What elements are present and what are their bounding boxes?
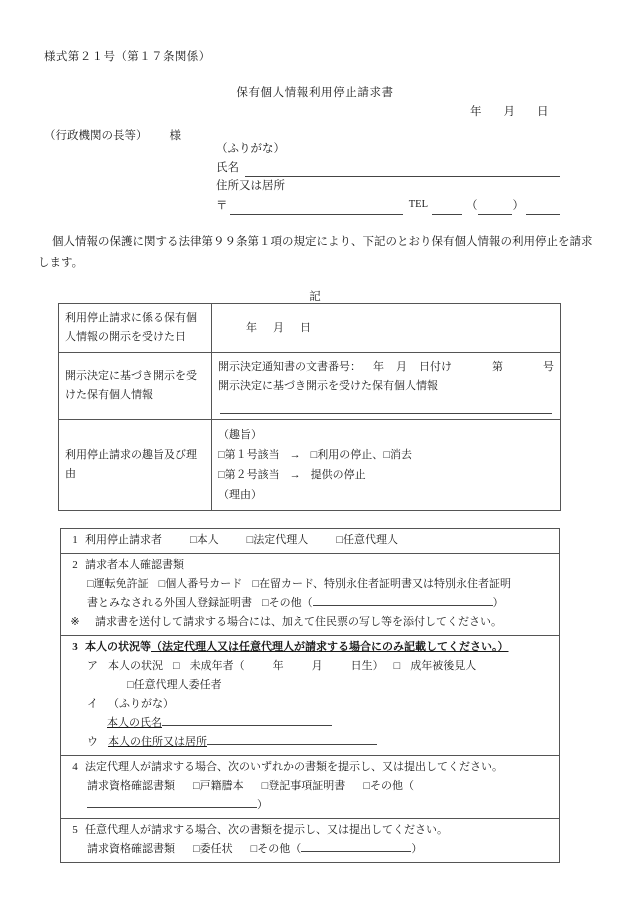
addressee-line bbox=[44, 127, 181, 143]
other-doc-5-input[interactable] bbox=[301, 851, 411, 852]
note-mark-icon: ※ bbox=[70, 616, 80, 628]
disclosure-month-label: 月 bbox=[273, 321, 284, 334]
arrow-icon-1: → bbox=[289, 449, 301, 461]
row-value-purpose-reason[interactable] bbox=[212, 420, 561, 511]
notice-dayduke-label: 日付け bbox=[419, 361, 452, 373]
applicant-address-input[interactable] bbox=[230, 200, 403, 215]
addressee-label: （行政機関の長等） bbox=[44, 130, 148, 142]
main-information-table bbox=[58, 303, 561, 511]
notice-gou-label: 号 bbox=[543, 361, 554, 373]
disclosure-day-label: 日 bbox=[300, 321, 311, 334]
item-2-label: 請求者本人確認書類 bbox=[85, 559, 184, 571]
disclosed-info-input[interactable] bbox=[220, 398, 552, 414]
row-value-disclosed-info[interactable] bbox=[212, 353, 561, 420]
item-3b-furigana-label: （ふりがな） bbox=[108, 698, 174, 710]
item-3c-address-line[interactable] bbox=[65, 733, 555, 752]
item-3c-label: 本人の住所又は居所 bbox=[108, 736, 207, 748]
tel-mid-input[interactable] bbox=[478, 200, 512, 215]
person-address-input[interactable] bbox=[207, 744, 377, 745]
table-row-item-3 bbox=[61, 636, 560, 756]
purpose-label: （趣旨） bbox=[218, 429, 262, 441]
checkbox-erase[interactable]: □消去 bbox=[383, 449, 412, 461]
checkbox-registry-certificate[interactable]: □登記事項証明書 bbox=[261, 780, 346, 792]
person-name-input[interactable] bbox=[162, 725, 332, 726]
applicant-name-input[interactable] bbox=[245, 162, 560, 177]
body-paragraph: 個人情報の保護に関する法律第９９条第１項の規定により、下記のとおり保有個人情報の利用停止を請求します。 bbox=[38, 236, 593, 269]
purpose-option-1[interactable] bbox=[218, 445, 554, 465]
applicant-address-label: 住所又は居所 bbox=[216, 180, 285, 192]
disclosed-info-description: 開示決定に基づき開示を受けた保有個人情報 bbox=[218, 380, 438, 392]
row-label-disclosed-info: 開示決定に基づき開示を受けた保有個人情報 bbox=[59, 353, 212, 420]
checkbox-drivers-license[interactable]: □運転免許証 bbox=[87, 578, 149, 590]
table-row-purpose-reason bbox=[59, 420, 561, 511]
furigana-label: （ふりがな） bbox=[216, 143, 285, 155]
item-1-label: 利用停止請求者 bbox=[85, 534, 162, 546]
item-5-text: 任意代理人が請求する場合、次の書類を提示し、又は提出してください。 bbox=[85, 824, 448, 836]
item-3-heading bbox=[65, 638, 555, 657]
minor-birth-month: 月 bbox=[311, 660, 323, 672]
table-row-item-4 bbox=[61, 756, 560, 819]
checkbox-family-register[interactable]: □戸籍謄本 bbox=[193, 780, 244, 792]
checkbox-requester-self[interactable]: □本人 bbox=[190, 534, 219, 546]
notice-year-label: 年 bbox=[373, 361, 384, 373]
checklist-table bbox=[60, 528, 560, 863]
arrow-icon-2: → bbox=[289, 469, 301, 481]
checkbox-power-of-attorney[interactable]: □委任状 bbox=[193, 843, 233, 855]
item-3a-label: 本人の状況 bbox=[108, 660, 163, 672]
label-stop-provision: 提供の停止 bbox=[310, 469, 366, 481]
postal-mark-icon: 〒 bbox=[216, 200, 228, 212]
item-5-number: 5 bbox=[72, 824, 78, 836]
applicant-name-label: 氏名 bbox=[216, 162, 239, 174]
addressee-honorific: 様 bbox=[169, 130, 181, 142]
item-4-options[interactable] bbox=[65, 777, 555, 815]
disclosure-year-label: 年 bbox=[246, 321, 257, 334]
table-row-item-5 bbox=[61, 819, 560, 863]
checkbox-item1[interactable]: □第１号該当 bbox=[218, 449, 280, 461]
item-5-heading bbox=[65, 821, 555, 840]
item-3-number: 3 bbox=[72, 641, 78, 653]
table-row-disclosed-info bbox=[59, 353, 561, 420]
item-3b-mark: イ bbox=[87, 698, 98, 710]
tel-paren-open: （ bbox=[466, 200, 478, 212]
item-3b-name-line[interactable] bbox=[65, 714, 555, 733]
item-3b-name-label: 本人の氏名 bbox=[107, 717, 162, 729]
tel-last-input[interactable] bbox=[526, 200, 560, 215]
item-2-heading bbox=[65, 556, 555, 575]
checkbox-item2[interactable]: □第２号該当 bbox=[218, 469, 280, 481]
date-month-label: 月 bbox=[503, 106, 515, 118]
item-3-status-line[interactable] bbox=[65, 657, 555, 676]
applicant-postal-row bbox=[212, 196, 560, 215]
applicant-block bbox=[212, 141, 560, 215]
checkbox-stop-use[interactable]: □利用の停止、 bbox=[310, 449, 384, 461]
notice-month-label: 月 bbox=[396, 361, 407, 373]
item-2-note bbox=[65, 613, 555, 632]
item-3b-furigana-line bbox=[65, 695, 555, 714]
tel-label: TEL bbox=[408, 199, 428, 210]
other-doc-4-input[interactable] bbox=[87, 807, 257, 808]
tel-paren-close: ） bbox=[512, 200, 524, 212]
item-1-cell bbox=[61, 529, 560, 554]
row-label-purpose-reason: 利用停止請求の趣旨及び理由 bbox=[59, 420, 212, 511]
form-number: 様式第２１号（第１７条関係） bbox=[44, 51, 211, 63]
other-id-input[interactable] bbox=[313, 605, 493, 606]
notice-number-prefix: 開示決定通知書の文書番号： bbox=[218, 361, 361, 373]
other-id-paren-close: ） bbox=[492, 597, 504, 609]
item-4-heading bbox=[65, 758, 555, 777]
item-3-status-line2[interactable] bbox=[65, 676, 555, 695]
item-2-cell bbox=[61, 554, 560, 636]
checkbox-voluntary-delegator[interactable]: □任意代理人委任者 bbox=[127, 679, 222, 691]
ki-marker: 記 bbox=[309, 291, 321, 303]
checkbox-other-doc-4[interactable]: □その他（ bbox=[363, 780, 414, 792]
item-3-label: 本人の状況等 bbox=[85, 641, 151, 653]
applicant-name-row bbox=[212, 159, 560, 177]
item-3c-mark: ウ bbox=[87, 736, 98, 748]
item-3-note: （法定代理人又は任意代理人が請求する場合にのみ記載してください。） bbox=[151, 641, 509, 653]
note-text: 請求書を送付して請求する場合には、加えて住民票の写し等を添付してください。 bbox=[95, 616, 502, 628]
date-day-label: 日 bbox=[537, 106, 549, 118]
checkbox-requester-legal[interactable]: □法定代理人 bbox=[246, 534, 309, 546]
label-adult-ward: 成年被後見人 bbox=[410, 660, 477, 672]
item-3-cell bbox=[61, 636, 560, 756]
table-row-item-1 bbox=[61, 529, 560, 554]
tel-area-input[interactable] bbox=[432, 200, 462, 215]
item-2-number: 2 bbox=[72, 559, 78, 571]
minor-birth-year: 年 bbox=[272, 660, 284, 672]
label-minor: 未成年者（ bbox=[189, 660, 245, 672]
reason-label: （理由） bbox=[218, 489, 262, 501]
table-row-item-2 bbox=[61, 554, 560, 636]
minor-birth-day: 日生） bbox=[350, 660, 384, 672]
row-label-disclosure-date: 利用停止請求に係る保有個人情報の開示を受けた日 bbox=[59, 304, 212, 353]
checkbox-residence-card[interactable]: □在留カード、特別永住者証明書又は特別永住者証明 bbox=[252, 578, 511, 590]
item-5-paren-close: ） bbox=[411, 843, 423, 855]
notice-dai-label: 第 bbox=[492, 361, 503, 373]
document-title: 保有個人情報利用停止請求書 bbox=[236, 87, 394, 99]
row-value-disclosure-date[interactable] bbox=[212, 304, 561, 353]
item-5-doc-label: 請求資格確認書類 bbox=[87, 843, 175, 855]
item-1-number: 1 bbox=[72, 534, 78, 546]
item-4-number: 4 bbox=[72, 761, 78, 773]
item-5-options[interactable] bbox=[65, 840, 555, 859]
purpose-option-2[interactable] bbox=[218, 465, 554, 485]
date-year-label: 年 bbox=[470, 106, 482, 118]
notice-document-number-line bbox=[218, 358, 554, 377]
table-row-disclosure-date bbox=[59, 304, 561, 353]
item-2-options-line1[interactable] bbox=[65, 575, 555, 594]
item-4-doc-label: 請求資格確認書類 bbox=[87, 780, 175, 792]
item-3a-mark: ア bbox=[87, 660, 98, 672]
checkbox-minor-box[interactable]: □ bbox=[173, 660, 180, 672]
item-4-cell bbox=[61, 756, 560, 819]
checkbox-other-doc-5[interactable]: □その他（ bbox=[250, 843, 302, 855]
checkbox-mynumber-card[interactable]: □個人番号カード bbox=[158, 578, 243, 590]
residence-card-continuation: 書とみなされる外国人登録証明書 bbox=[87, 597, 252, 609]
item-2-options-line2[interactable] bbox=[65, 594, 555, 613]
item-4-paren-close: ） bbox=[257, 799, 268, 811]
item-5-cell bbox=[61, 819, 560, 863]
checkbox-other-id[interactable]: □その他（ bbox=[262, 597, 313, 609]
checkbox-requester-voluntary[interactable]: □任意代理人 bbox=[336, 534, 398, 546]
checkbox-adult-ward-box[interactable]: □ bbox=[393, 660, 401, 672]
item-4-text: 法定代理人が請求する場合、次のいずれかの書類を提示し、又は提出してください。 bbox=[85, 761, 503, 773]
submission-date-line bbox=[470, 103, 549, 119]
